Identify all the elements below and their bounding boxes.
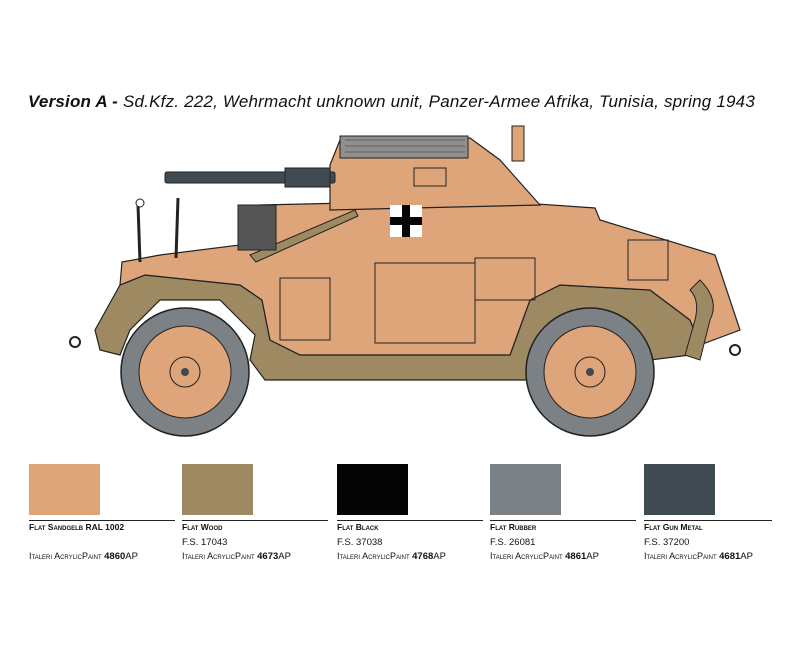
swatch-name: Flat Gun Metal (644, 522, 703, 532)
swatch-paint (182, 551, 291, 562)
swatch-paint (644, 551, 753, 562)
page-title (28, 92, 755, 112)
paint-brand: Italeri AcrylicPaint (337, 551, 413, 561)
swatch-paint (29, 551, 138, 562)
paint-number: 4861 (565, 551, 587, 562)
swatch-paint (337, 551, 446, 562)
swatch-name: Flat Sandgelb RAL 1002 (29, 522, 125, 532)
swatch-divider (29, 520, 175, 521)
version-label: Version A - (28, 92, 123, 111)
swatch-code: F.S. 26081 (490, 537, 536, 548)
paint-suffix: AP (586, 551, 599, 562)
swatch-code: F.S. 37038 (337, 537, 383, 548)
paint-suffix: AP (278, 551, 291, 562)
paint-suffix: AP (433, 551, 446, 562)
swatch-name: Flat Black (337, 522, 379, 532)
paint-suffix: AP (125, 551, 138, 562)
swatch-gun-metal (644, 464, 715, 515)
vehicle-illustration (55, 118, 755, 448)
swatch-divider (337, 520, 483, 521)
swatch-name: Flat Wood (182, 522, 223, 532)
paint-suffix: AP (740, 551, 753, 562)
paint-number: 4681 (719, 551, 741, 562)
swatch-divider (182, 520, 328, 521)
paint-number: 4768 (412, 551, 434, 562)
swatch-divider (490, 520, 636, 521)
balkenkreuz-emblem (390, 205, 422, 237)
swatch-black (337, 464, 408, 515)
paint-number: 4673 (257, 551, 279, 562)
paint-brand: Italeri AcrylicPaint (182, 551, 258, 561)
swatch-divider (644, 520, 772, 521)
turret-screen (340, 136, 468, 158)
rear-wheel (526, 308, 654, 436)
paint-brand: Italeri AcrylicPaint (29, 551, 105, 561)
swatch-sandgelb (29, 464, 100, 515)
swatch-code: F.S. 37200 (644, 537, 690, 548)
swatch-rubber (490, 464, 561, 515)
paint-brand: Italeri AcrylicPaint (644, 551, 720, 561)
paint-brand: Italeri AcrylicPaint (490, 551, 566, 561)
version-description: Sd.Kfz. 222, Wehrmacht unknown unit, Panzer-Armee Afrika, Tunisia, spring 1943 (122, 92, 755, 111)
paint-number: 4860 (104, 551, 126, 562)
swatch-code: F.S. 17043 (182, 537, 228, 548)
swatch-wood (182, 464, 253, 515)
front-wheel (121, 308, 249, 436)
swatch-name: Flat Rubber (490, 522, 537, 532)
swatch-paint (490, 551, 599, 562)
